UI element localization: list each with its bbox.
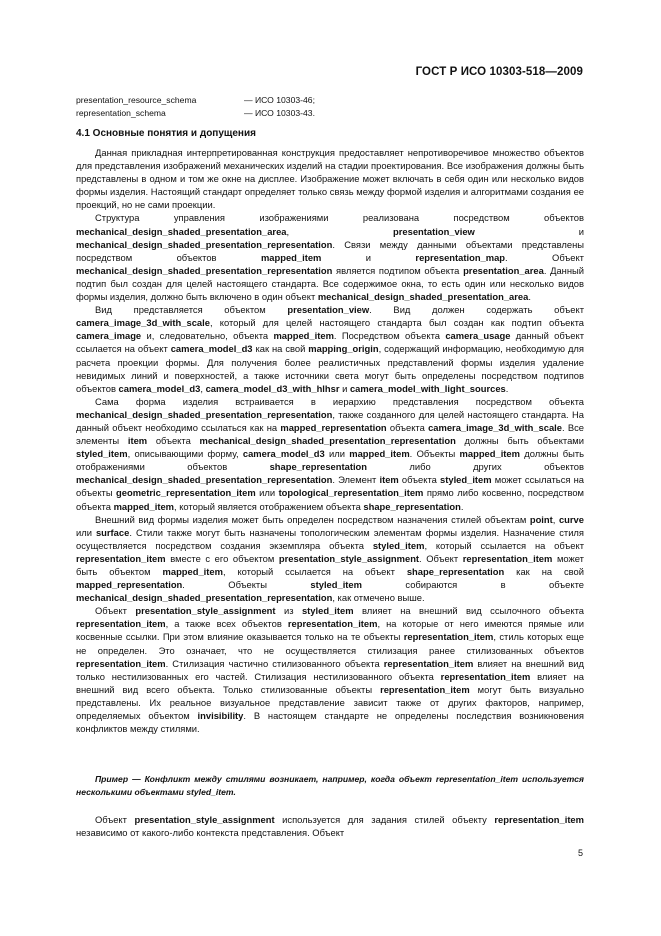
document-header: ГОСТ Р ИСО 10303-518—2009 (415, 66, 583, 78)
section-heading: 4.1 Основные понятия и допущения (76, 128, 256, 139)
schema-row (76, 95, 315, 105)
paragraph: Сама форма изделия встраивается в иерархию представления посредством объекта mechanical_design_shaded_presentation_representation, также созданного для целей настоящего стандарта. На данный объект необходимо ссылаться как на mapped_representation объекта camera_image_3d_with_scale. Все элементы item объекта mechanical_design_shaded_presentation_representation должны быть объектами styled_item, описывающими форму, camera_model_d3 или mapped_item. Объекты mapped_item должны быть отображениями объектов shape_representation либо других объектов mechanical_design_shaded_presentation_representation. Элемент item объекта styled_item может ссылаться на объекты geometric_representation_item или topological_representation_item прямо либо косвенно, посредством объекта mapped_item, который является отображением объекта shape_representation. (76, 395, 585, 512)
body-text (76, 146, 584, 735)
body-text-tail (76, 813, 584, 839)
schema-ref: — ИСО 10303-43. (244, 108, 315, 118)
example-note: Пример — Конфликт между стилями возникает, например, когда объект representation_item используется несколькими объектами styled_item. (76, 774, 584, 797)
paragraph: Внешний вид формы изделия может быть определен посредством назначения стилей объектам point, curve или surface. Стили также могут быть назначены топологическим элементам формы изделия. Назначение стиля осуществляется посредством создания экземпляра объекта styled_item, который ссылается на объект representation_item вместе с его объектом presentation_style_assignment. Объект representation_item может быть объектом mapped_item, который ссылается на объект shape_representation как на свой mapped_representation. Объекты styled_item собираются в объекте mechanical_design_shaded_presentation_representation, как отмечено выше. (76, 513, 585, 604)
schema-ref: — ИСО 10303-46; (244, 95, 315, 105)
paragraph: Вид представляется объектом presentation_view. Вид должен содержать объект camera_image_3d_with_scale, который для целей настоящего стандарта был создан как подтип объекта camera_image и, следовательно, объекта mapped_item. Посредством объекта camera_usage данный объект ссылается на объект camera_model_d3 как на свой mapping_origin, содержащий информацию, необходимую для расчета проекции формы. Для получения более реалистичных представлений формы изделия удаление невидимых линий и поверхностей, а также источники света могут быть определены посредством подтипов объектов camera_model_d3, camera_model_d3_with_hlhsr и camera_model_with_light_sources. (76, 304, 584, 394)
schema-row (76, 108, 315, 118)
page-number: 5 (577, 848, 583, 858)
paragraph: Структура управления изображениями реализована посредством объектов mechanical_design_shaded_presentation_area, presentation_view и mechanical_design_shaded_presentation_representation. Связи между данными объектами представлены посредством объектов mapped_item и representation_map. Объект mechanical_design_shaded_presentation_representation является подтипом объекта presentation_area. Данный подтип был создан для целей настоящего стандарта. Все содержимое окна, то есть один или несколько видов формы изделия, должно быть включено в один объект mechanical_design_shaded_presentation_area. (76, 212, 584, 303)
paragraph: Данная прикладная интерпретированная конструкция предоставляет непротиворечивое множество объектов для представления изображений механических изделий на стадии проектирования. Все изображения должны быть представлены в одном и том же окне на дисплее. Изображение может включать в себя один или несколько видов формы изделия. Настоящий стандарт определяет только связь между формой изделия и алгоритмами создания ее проекций, но не сами проекции. (76, 147, 584, 211)
schema-name: presentation_resource_schema (76, 95, 197, 105)
paragraph: Объект presentation_style_assignment из styled_item влияет на внешний вид ссылочного объекта representation_item, а также всех объектов representation_item, на которые от него имеются прямые или косвенные ссылки. При этом влияние оказывается только на те объекты representation_item, стиль которых еще не определен. Это означает, что не осуществляется стилизация ранее стилизованных объектов representation_item. Стилизация частично стилизованного объекта representation_item влияет на внешний вид только нестилизованных его частей. Стилизация нестилизованного объекта representation_item влияет на внешний вид всего объекта. Только стилизованные объекты representation_item могут быть визуально представлены. Их реальное визуальное представление зависит также от других факторов, например, определяемых объектом invisibility. В настоящем стандарте не определены последствия возникновения конфликтов между стилями. (76, 605, 584, 735)
schema-name: representation_schema (76, 108, 166, 118)
paragraph: Объект presentation_style_assignment используется для задания стилей объекту representation_item независимо от какого-либо контекста представления. Объект (76, 814, 584, 839)
